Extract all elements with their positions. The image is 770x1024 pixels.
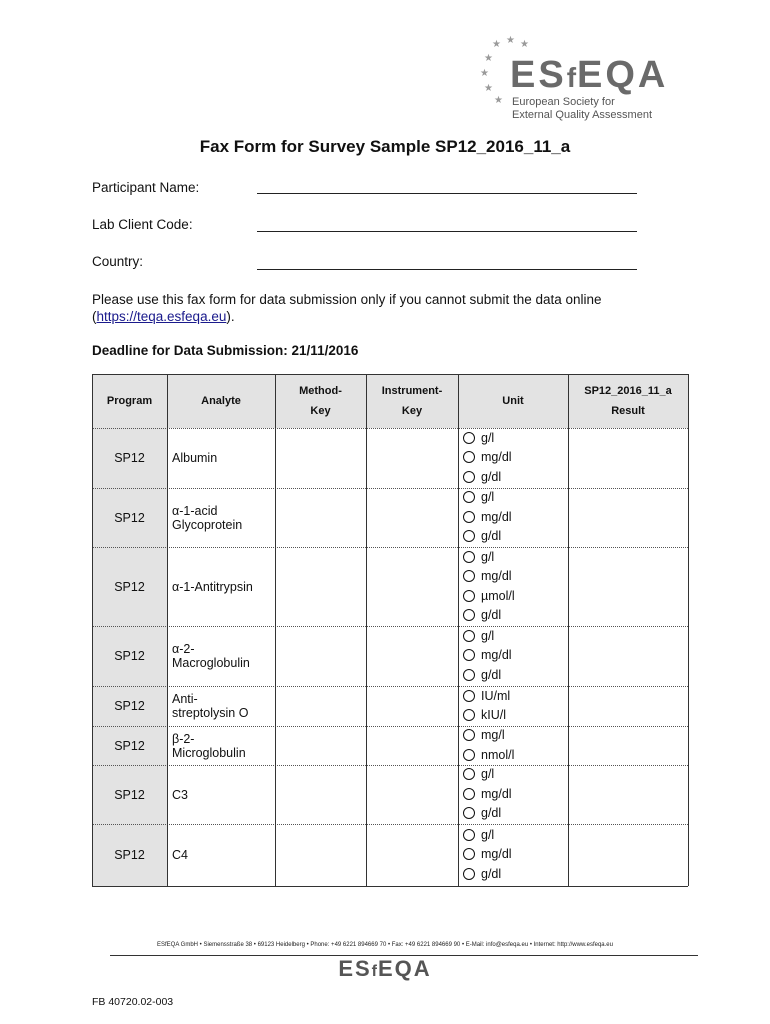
lab-client-code-label: Lab Client Code: [92,217,193,232]
program-cell: SP12 [114,848,145,862]
country-label: Country: [92,254,144,269]
analyte-cell: Albumin [172,451,218,465]
lab-client-code-field[interactable] [257,230,637,232]
online-submission-link[interactable]: https://teqa.esfeqa.eu [96,309,227,324]
row-divider [92,547,688,548]
radio-icon[interactable] [463,609,475,621]
analyte-cell: Macroglobulin [172,656,250,670]
unit-label: g/l [481,549,495,564]
unit-option[interactable] [463,866,501,882]
participant-name-label: Participant Name: [92,180,200,195]
unit-option[interactable] [463,568,512,584]
instrument-key-input[interactable] [366,626,458,686]
unit-label: mg/dl [481,450,512,465]
unit-label: µmol/l [481,588,515,603]
instrument-key-input[interactable] [366,547,458,626]
footer-address: ESfEQA GmbH • Siemensstraße 38 • 69123 Heidelberg • Phone: +49 6221 894669 70 • Fax: +49 6221 894669 90 • E-Mail: info@esfeqa.eu • Internet: http://www.esfeqa.eu [157,942,613,948]
analyte-cell: C3 [172,787,188,802]
unit-option[interactable] [463,469,501,485]
unit-label: g/l [481,430,495,445]
unit-option[interactable] [463,449,512,465]
unit-label: mg/dl [481,569,512,583]
unit-label: mg/dl [481,648,512,663]
row-divider [92,765,688,766]
analyte-cell: α-1-Antitrypsin [172,579,253,594]
unit-label: mg/l [481,728,505,742]
result-input[interactable] [568,547,688,626]
header-instrument-key-2: Key [401,405,423,417]
country-field[interactable] [257,268,637,270]
esfeqa-logo [478,32,678,127]
program-cell: SP12 [114,787,145,802]
unit-option[interactable] [463,707,506,723]
result-input[interactable] [568,488,688,547]
method-key-input[interactable] [275,686,366,726]
header-result-2: Result [611,405,645,417]
instrument-key-input[interactable] [366,686,458,726]
header-analyte: Analyte [201,395,241,407]
header-result: SP12_2016_11_a [584,385,672,397]
analyte-cell: C4 [172,848,188,862]
table-border-top [92,374,688,375]
result-input[interactable] [568,726,688,765]
row-divider [92,626,688,627]
radio-icon[interactable] [463,432,475,444]
unit-label: g/l [481,827,495,842]
unit-label: IU/ml [481,688,511,703]
logo-subtitle: European Society for External Quality Assessment [512,96,653,121]
radio-icon[interactable] [463,690,475,702]
footer-logo: ESfEQA [338,956,432,981]
method-key-input[interactable] [275,765,366,824]
radio-icon[interactable] [463,868,475,880]
unit-option[interactable] [463,688,510,704]
program-cell: SP12 [114,451,145,465]
method-key-input[interactable] [275,824,366,886]
radio-icon[interactable] [463,630,475,642]
result-input[interactable] [568,428,688,488]
result-input[interactable] [568,626,688,686]
result-input[interactable] [568,686,688,726]
program-cell: SP12 [114,510,145,525]
unit-label: g/l [481,767,495,782]
unit-label: g/dl [481,667,502,682]
column-divider [568,374,569,886]
unit-option[interactable] [463,846,512,862]
radio-icon[interactable] [463,807,475,819]
radio-icon[interactable] [463,729,475,741]
unit-option[interactable] [463,647,512,663]
radio-icon[interactable] [463,829,475,841]
instrument-key-input[interactable] [366,428,458,488]
logo-wordmark: ESfEQA [510,54,669,96]
radio-icon[interactable] [463,749,475,761]
radio-icon[interactable] [463,530,475,542]
instructions-text: Please use this fax form for data submission only if you cannot submit the data online (https://teqa.esfeqa.eu). [92,292,602,324]
method-key-input[interactable] [275,626,366,686]
analyte-cell: α-2- [172,642,195,656]
unit-option[interactable] [463,607,501,623]
unit-option[interactable] [463,747,514,763]
radio-icon[interactable] [463,709,475,721]
unit-label: kIU/l [481,708,506,722]
radio-icon[interactable] [463,551,475,563]
row-divider [92,488,688,489]
analyte-cell: β-2- [172,731,195,746]
header-method-key: Method- [299,385,342,397]
method-key-input[interactable] [275,428,366,488]
unit-option[interactable] [463,628,494,644]
unit-option[interactable] [463,786,512,802]
form-title: Fax Form for Survey Sample SP12_2016_11_a [199,137,571,156]
analyte-cell: Anti- [172,692,198,706]
column-divider [458,374,459,886]
unit-label: g/dl [481,529,502,544]
unit-label: g/dl [481,469,502,484]
unit-option[interactable] [463,430,494,446]
unit-option[interactable] [463,509,512,525]
radio-icon[interactable] [463,768,475,780]
unit-label: g/l [481,628,495,643]
instrument-key-input[interactable] [366,488,458,547]
row-divider [92,726,688,727]
stars-icon: ★ ★ ★ ★ ★ ★ ★ [480,35,529,106]
unit-label: mg/dl [481,847,512,862]
radio-icon[interactable] [463,491,475,503]
unit-option[interactable] [463,805,501,821]
analyte-cell: Microglobulin [172,745,246,760]
unit-option[interactable] [463,588,515,604]
result-input[interactable] [568,824,688,886]
unit-option[interactable] [463,827,494,843]
unit-option[interactable] [463,489,494,505]
deadline-text: Deadline for Data Submission: 21/11/2016 [92,343,359,358]
column-divider [366,374,367,886]
unit-option[interactable] [463,766,494,782]
column-divider [92,374,93,886]
radio-icon[interactable] [463,788,475,800]
method-key-input[interactable] [275,547,366,626]
radio-icon[interactable] [463,649,475,661]
column-divider [167,374,168,886]
unit-label: g/dl [481,866,502,881]
row-divider [92,886,688,887]
row-divider [92,824,688,825]
unit-option[interactable] [463,549,494,565]
unit-label: g/l [481,490,495,505]
header-instrument-key: Instrument- [381,385,443,397]
unit-option[interactable] [463,727,505,743]
radio-icon[interactable] [463,471,475,483]
method-key-input[interactable] [275,488,366,547]
unit-label: nmol/l [481,747,515,762]
column-divider [275,374,276,886]
radio-icon[interactable] [463,590,475,602]
program-cell: SP12 [114,649,145,663]
analyte-cell: α-1-acid [172,503,218,518]
program-cell: SP12 [114,699,145,713]
unit-option[interactable] [463,667,501,683]
data-table [92,374,688,886]
unit-label: g/dl [481,608,502,622]
instrument-key-input[interactable] [366,726,458,765]
radio-icon[interactable] [463,669,475,681]
program-cell: SP12 [114,579,145,594]
radio-icon[interactable] [463,451,475,463]
header-program: Program [106,395,153,407]
program-cell: SP12 [114,738,145,753]
method-key-input[interactable] [275,726,366,765]
result-input[interactable] [568,765,688,824]
unit-option[interactable] [463,528,501,544]
row-divider [92,686,688,687]
instrument-key-input[interactable] [366,824,458,886]
radio-icon[interactable] [463,848,475,860]
header-unit: Unit [502,395,524,407]
analyte-cell: Glycoprotein [172,517,243,532]
radio-icon[interactable] [463,570,475,582]
row-divider [92,428,688,429]
participant-name-field[interactable] [257,192,637,194]
unit-label: mg/dl [481,786,512,801]
instrument-key-input[interactable] [366,765,458,824]
document-code: FB 40720.02-003 [92,996,174,1008]
column-divider [688,374,689,886]
header-method-key-2: Key [310,405,331,417]
radio-icon[interactable] [463,511,475,523]
analyte-cell: streptolysin O [172,706,249,720]
unit-label: mg/dl [481,509,512,524]
unit-label: g/dl [481,806,502,821]
